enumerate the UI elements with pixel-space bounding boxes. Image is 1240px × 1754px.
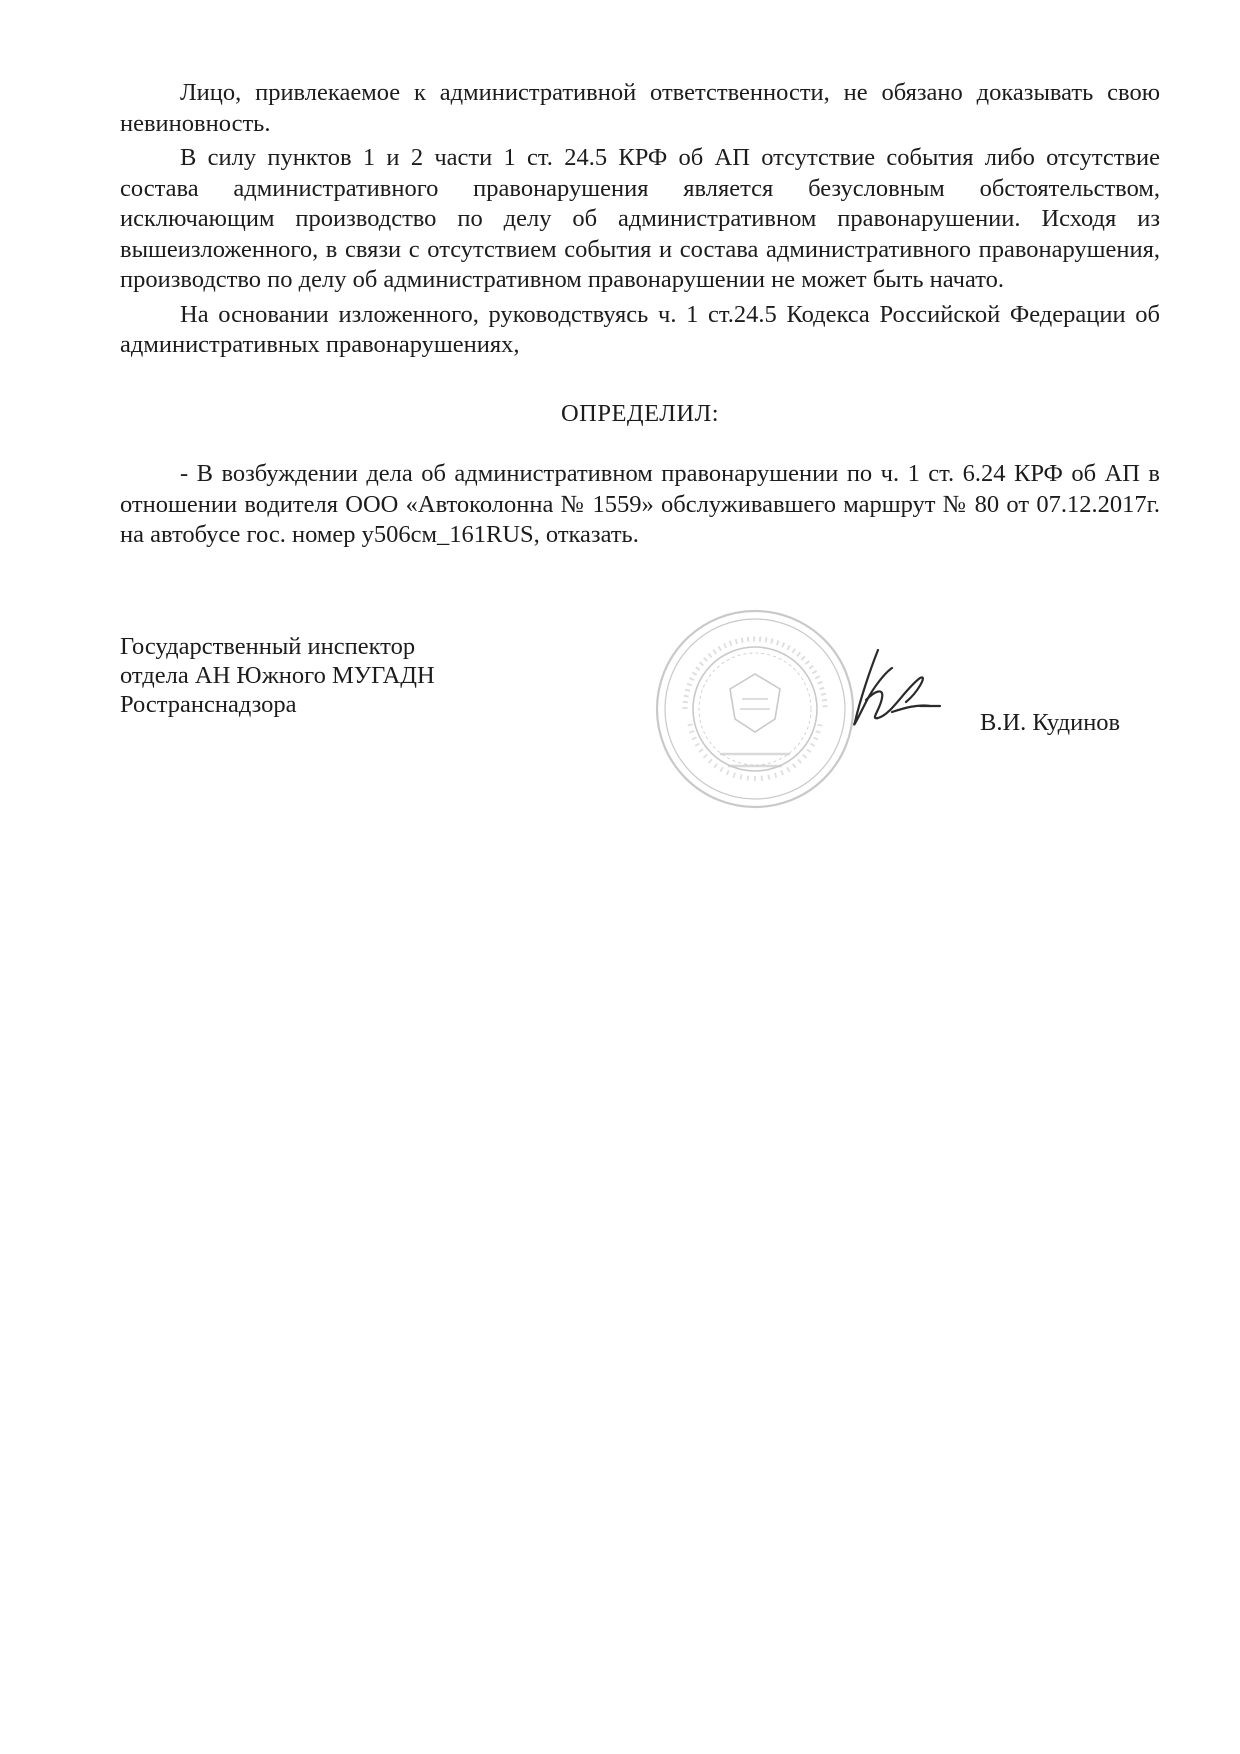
paragraph-legal-basis: В силу пунктов 1 и 2 части 1 ст. 24.5 КРФ об АП отсутствие события либо отсутствие состава административного правонарушения является безусловным обстоятельством, исключающим производство по делу об административном правонарушении. Исходя из вышеизложенного, в связи с отсутствием события и состава административного правонарушения, производство по делу об административном правонарушении не может быть начато. [120,144,1160,293]
signer-title-line: Государственный инспектор [120,633,416,660]
signer-title [120,632,540,719]
decision-text: - В возбуждении дела об административном правонарушении по ч. 1 ст. 6.24 КРФ об АП в отношении водителя ООО «Автоколонна № 1559» обслуживавшего маршрут № 80 от 07.12.2017г. на автобусе гос. номер у506см_161RUS, отказать. [120,460,1160,548]
signer-title-line: отдела АН Южного МУГАДН [120,662,435,689]
document-body [120,78,1160,551]
signature-block [120,632,1160,832]
signer-name: В.И. Кудинов [980,709,1121,736]
signer-title-line: Ространснадзора [120,691,297,718]
decision-heading: ОПРЕДЕЛИЛ: [560,399,720,427]
paragraph-innocence: Лицо, привлекаемое к административной ответственности, не обязано доказывать свою невиновность. [120,79,1160,137]
paragraph-grounds: На основании изложенного, руководствуясь ч. 1 ст.24.5 Кодекса Российской Федерации об административных правонарушениях, [120,300,1160,358]
